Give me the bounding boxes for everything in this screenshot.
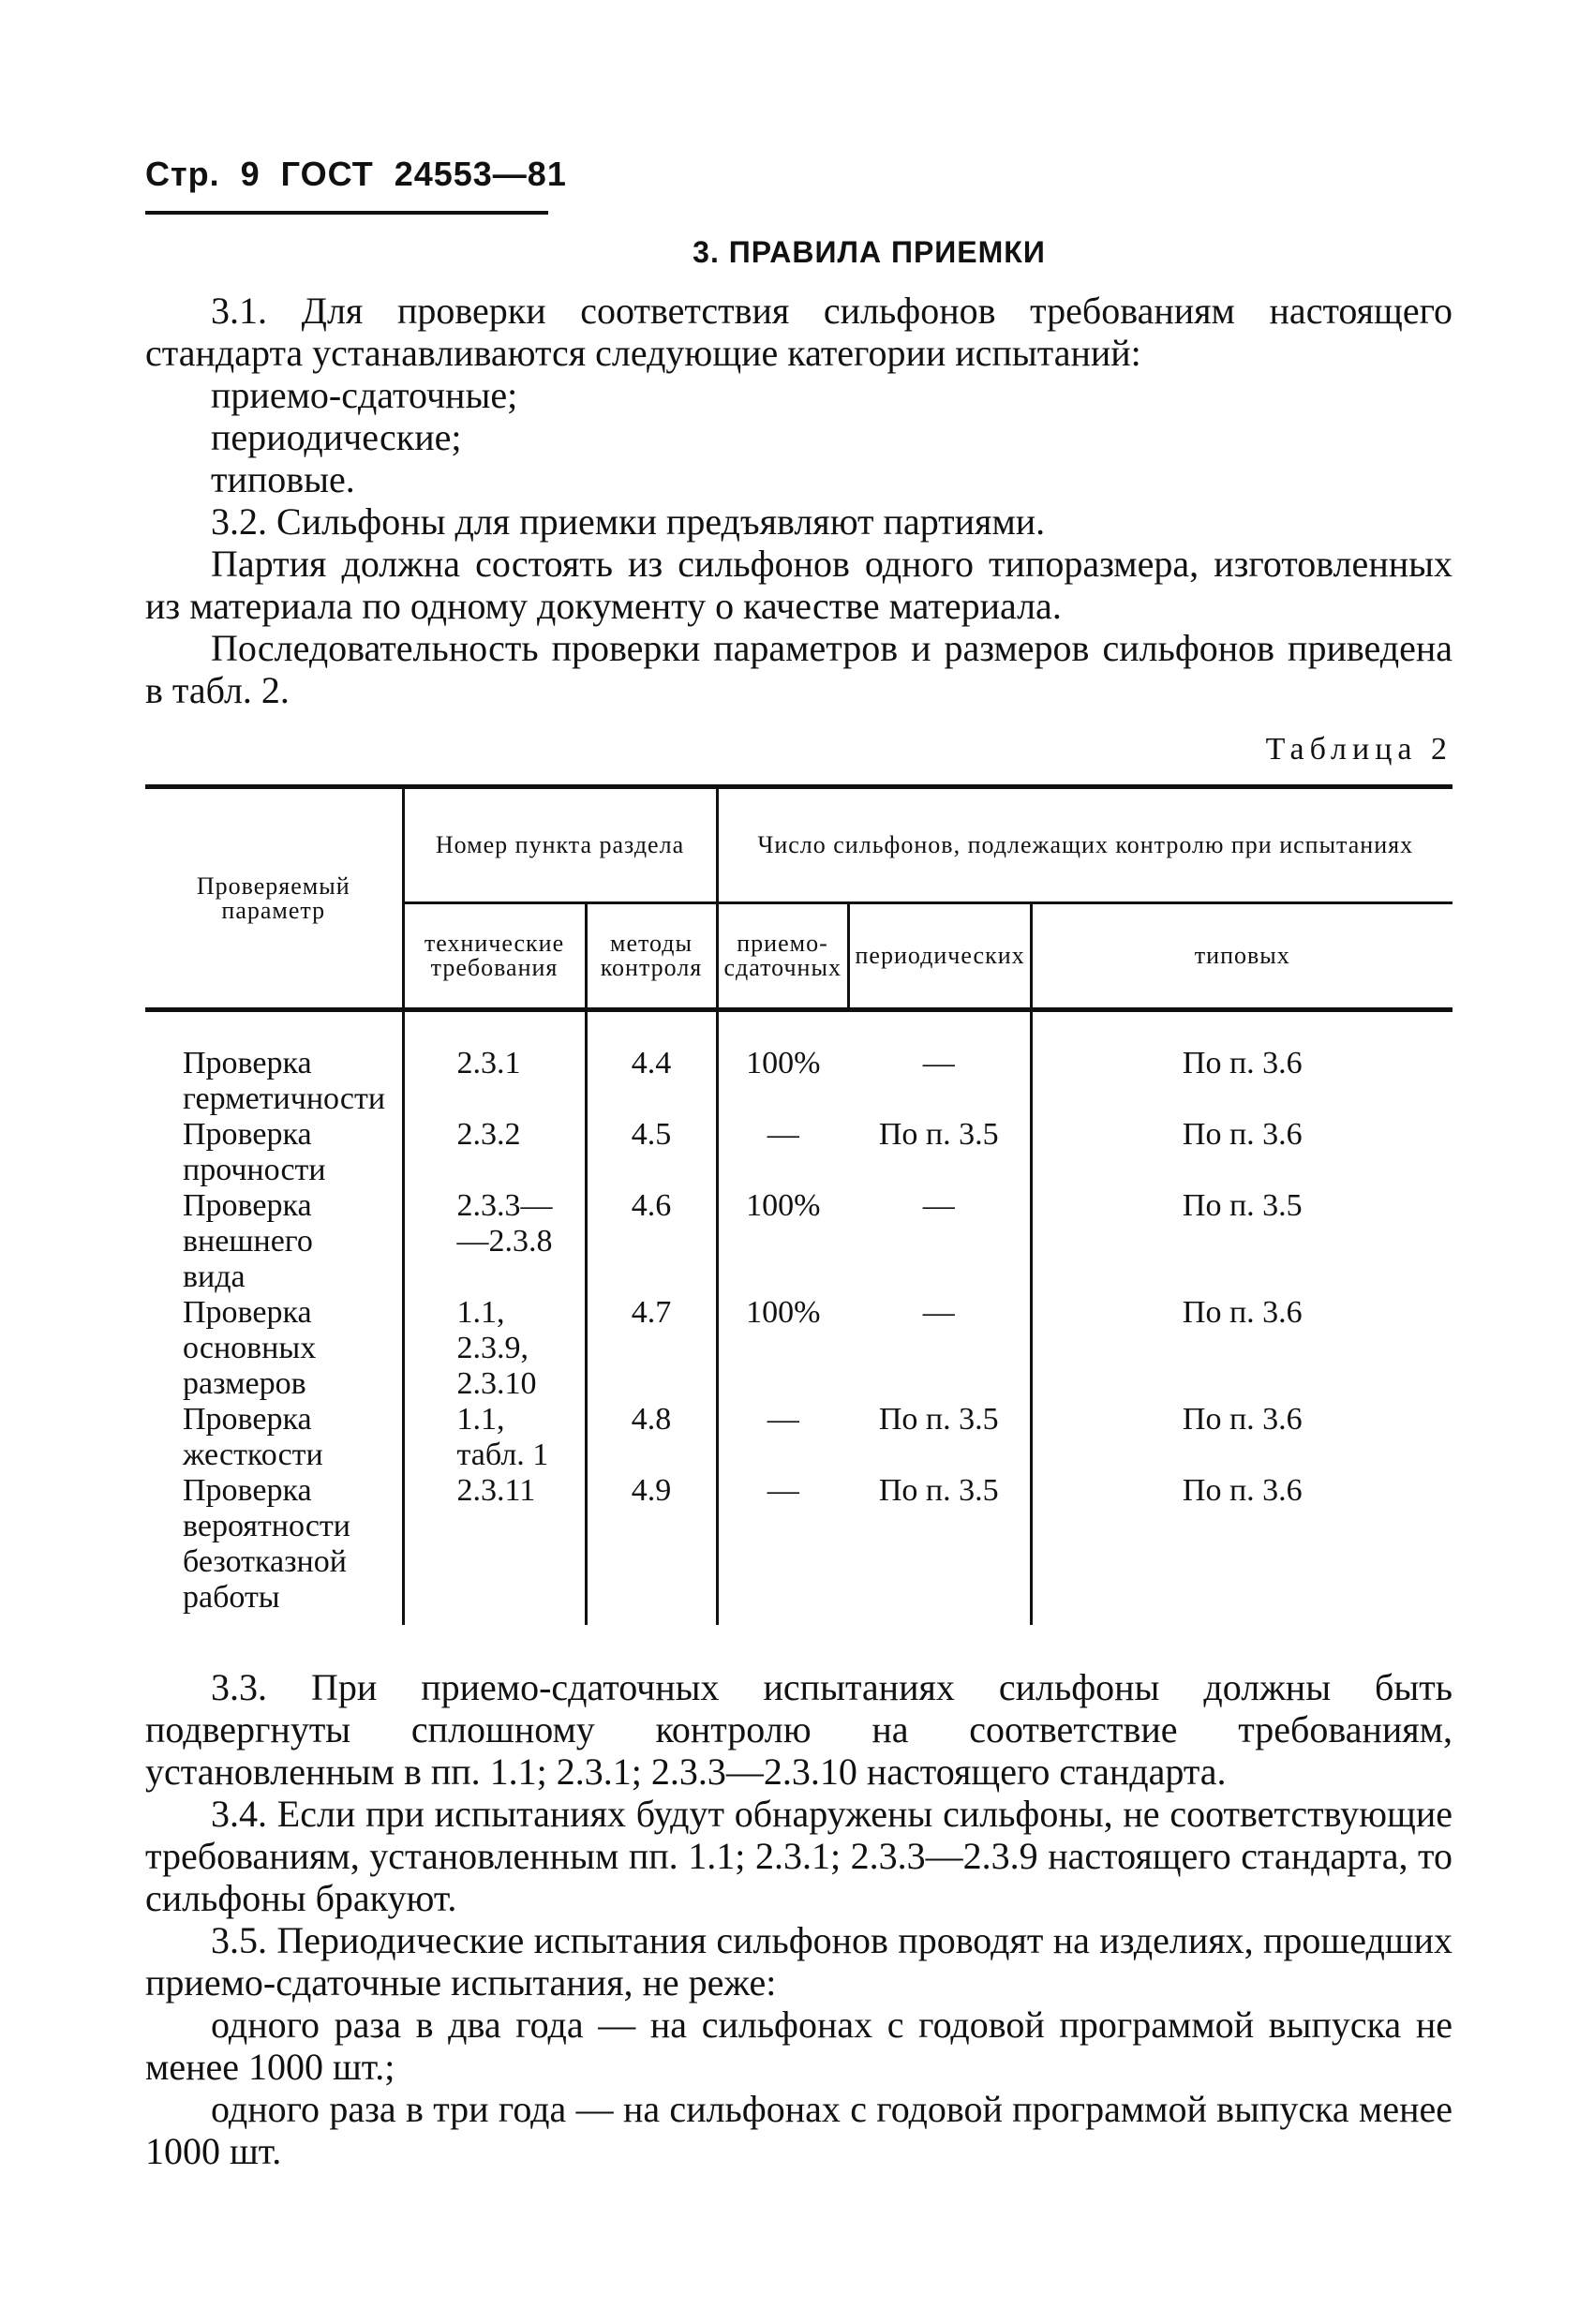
cell-type-tests: По п. 3.6 xyxy=(1031,1295,1452,1402)
cell-acceptance: 100% xyxy=(717,1188,848,1295)
header-periodic: периодических xyxy=(848,903,1031,1010)
clause-3-5-biennial: одного раза в два года — на сильфонах с годовой программой выпуска не менее 1000 шт.; xyxy=(145,2004,1452,2088)
header-rule xyxy=(145,211,548,215)
standard-label: ГОСТ xyxy=(280,155,374,193)
cell-acceptance: — xyxy=(717,1402,848,1473)
cell-acceptance: 100% xyxy=(717,1295,848,1402)
header-tech-requirements: технические требования xyxy=(403,903,586,1010)
document-page xyxy=(145,155,1452,2172)
clause-3-4: 3.4. Если при испытаниях будут обнаружены сильфоны, не соответствующие требованиям, установленным пп. 1.1; 2.3.1; 2.3.3—2.3.9 настоящего стандарта, то сильфоны бракуют. xyxy=(145,1793,1452,1919)
cell-tech: 2.3.11 xyxy=(403,1473,586,1625)
cell-type-tests: По п. 3.6 xyxy=(1031,1117,1452,1188)
cell-type-tests: По п. 3.5 xyxy=(1031,1188,1452,1295)
clause-3-2: 3.2. Сильфоны для приемки предъявляют партиями. xyxy=(211,500,1046,543)
header-acceptance: приемо-сдаточных xyxy=(717,903,848,1010)
clause-3-2-party: Партия должна состоять из сильфонов одного типоразмера, изготовленных из материала по одному документу о качестве материала. xyxy=(145,543,1452,627)
table-caption: Таблица 2 xyxy=(1265,732,1452,767)
cell-type-tests: По п. 3.6 xyxy=(1031,1402,1452,1473)
test-category-periodic: периодические; xyxy=(211,416,462,458)
cell-parameter: Проверка жесткости xyxy=(183,1402,323,1472)
page-header xyxy=(145,155,1452,198)
header-test-methods: методы контроля xyxy=(586,903,717,1010)
table-row xyxy=(145,1010,1452,1118)
table-row xyxy=(145,1188,1452,1295)
cell-tech: 1.1, табл. 1 xyxy=(403,1402,586,1473)
table-2 xyxy=(145,784,1452,1625)
clause-3-3: 3.3. При приемо-сдаточных испытаниях сильфоны должны быть подвергнуты сплошному контролю на соответствие требованиям, установленным в пп. 1.1; 2.3.1; 2.3.3—2.3.10 настоящего стандарта. xyxy=(145,1666,1452,1793)
clause-3-5-triennial: одного раза в три года — на сильфонах с годовой программой выпуска менее 1000 шт. xyxy=(145,2088,1452,2172)
cell-acceptance: — xyxy=(717,1473,848,1625)
table-row xyxy=(145,1295,1452,1402)
cell-periodic: — xyxy=(922,1188,955,1223)
header-parameter: Проверяемый параметр xyxy=(145,787,403,1010)
after-table-text xyxy=(145,1666,1452,2172)
cell-periodic: По п. 3.5 xyxy=(878,1402,999,1437)
cell-tech: 2.3.1 xyxy=(403,1010,586,1118)
cell-periodic: — xyxy=(922,1046,955,1080)
cell-method: 4.6 xyxy=(586,1188,717,1295)
section-title: 3. ПРАВИЛА ПРИЕМКИ xyxy=(693,235,1046,269)
cell-periodic: — xyxy=(922,1295,955,1330)
cell-method: 4.7 xyxy=(586,1295,717,1402)
clause-3-2-sequence: Последовательность проверки параметров и размеров сильфонов приведена в табл. 2. xyxy=(145,627,1452,711)
cell-method: 4.8 xyxy=(586,1402,717,1473)
test-category-acceptance: приемо-сдаточные; xyxy=(211,374,518,416)
page-label: Стр. xyxy=(145,155,220,193)
standard-number: 24553—81 xyxy=(394,155,567,193)
cell-periodic: По п. 3.5 xyxy=(878,1473,999,1508)
clause-3-5: 3.5. Периодические испытания сильфонов проводят на изделиях, прошедших приемо-сдаточные испытания, не реже: xyxy=(145,1919,1452,2004)
cell-method: 4.9 xyxy=(586,1473,717,1625)
cell-tech: 2.3.3— —2.3.8 xyxy=(403,1188,586,1295)
table-row xyxy=(145,1402,1452,1473)
header-clause-group: Номер пункта раздела xyxy=(403,787,717,903)
cell-tech: 2.3.2 xyxy=(403,1117,586,1188)
table-row xyxy=(145,1473,1452,1625)
cell-acceptance: 100% xyxy=(717,1010,848,1118)
header-type-tests: типовых xyxy=(1031,903,1452,1010)
page-number: 9 xyxy=(240,155,261,193)
test-category-type: типовые. xyxy=(211,458,355,500)
cell-parameter: Проверка внешнего вида xyxy=(183,1188,313,1294)
cell-acceptance: — xyxy=(717,1117,848,1188)
cell-type-tests: По п. 3.6 xyxy=(1031,1473,1452,1625)
cell-parameter: Проверка вероятности безотказной работы xyxy=(183,1473,350,1615)
table-row xyxy=(145,1117,1452,1188)
cell-parameter: Проверка герметичности xyxy=(183,1046,386,1116)
cell-tech: 1.1, 2.3.9, 2.3.10 xyxy=(403,1295,586,1402)
cell-parameter: Проверка прочности xyxy=(183,1117,326,1187)
cell-method: 4.5 xyxy=(586,1117,717,1188)
clause-3-1: 3.1. Для проверки соответствия сильфонов требованиям настоящего стандарта устанавливаются следующие категории испытаний: xyxy=(145,290,1452,374)
cell-type-tests: По п. 3.6 xyxy=(1031,1010,1452,1118)
cell-periodic: По п. 3.5 xyxy=(878,1117,999,1152)
cell-parameter: Проверка основных размеров xyxy=(183,1295,317,1401)
cell-method: 4.4 xyxy=(586,1010,717,1118)
header-count-group: Число сильфонов, подлежащих контролю при испытаниях xyxy=(717,787,1452,903)
